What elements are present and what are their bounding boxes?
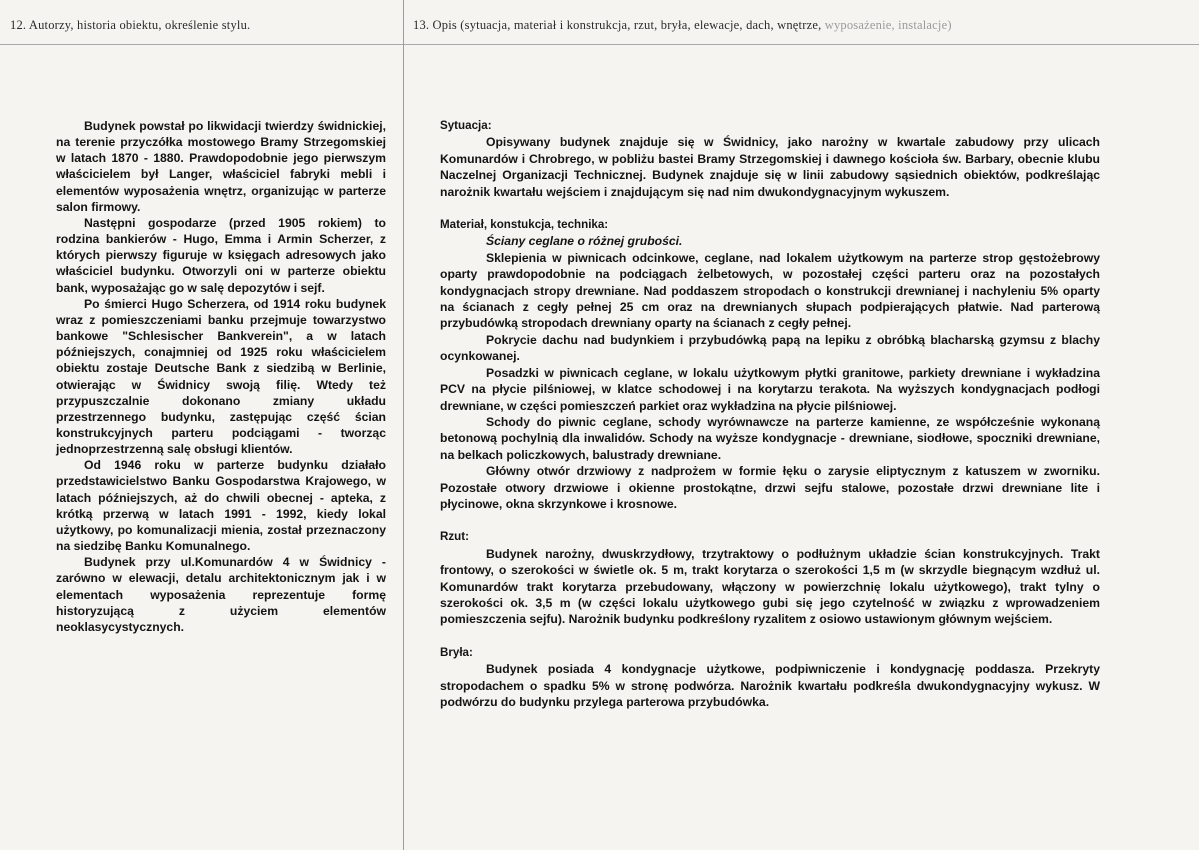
header-right-faded: wyposażenie, instalacje) [824, 18, 952, 32]
right-column-description [440, 118, 1100, 710]
section-title-bryla: Bryła: [440, 645, 473, 659]
header-right [413, 18, 952, 33]
section-title-rzut: Rzut: [440, 530, 469, 544]
section-title-sytuacja: Sytuacja: [440, 119, 492, 132]
header-right-main: 13. Opis (sytuacja, materiał i konstrukcja, rzut, bryła, elewacje, dach, wnętrze, [413, 18, 825, 32]
section-spacer [440, 200, 1100, 217]
header-left: 12. Autorzy, historia obiektu, określenie stylu. [10, 18, 251, 32]
material-paragraph-5: Główny otwór drzwiowy z nadprożem w formie łęku o zarysie eliptycznym z katuszem w zworniku. Pozostałe otwory drzwiowe i okienne prostokątne, drzwi sejfu stalowe, pozostałe drzwi drewniane lite i płycinowe, okna skrzynkowe i krosnowe. [440, 464, 1100, 511]
section-spacer [440, 512, 1100, 529]
history-paragraph-5: Budynek przy ul.Komunardów 4 w Świdnicy - zarówno w elewacji, detalu architektonicznym jak i w elementach wyposażenia reprezentuje formę historyzującą z użyciem elementów neoklasycystycznych. [56, 555, 386, 634]
history-paragraph-4: Od 1946 roku w parterze budynku działało przedstawicielstwo Banku Gospodarstwa Krajowego, w latach późniejszych, aż do chwili obecnej - apteka, z krótką przerwą w latach 1991 - 1992, kiedy lokal użytkowy, po komunalizacji mienia, został przeznaczony na siedzibę Banku Komunalnego. [56, 458, 386, 554]
material-subtitle-text: Ściany ceglane o różnej grubości. [486, 234, 683, 249]
material-paragraph-4: Schody do piwnic ceglane, schody wyrównawcze na parterze kamienne, ze współcześnie wykonaną betonową pochylnią dla inwalidów. Schody na wyższe kondygnacje - drewniane, siodłowe, spoczniki drewniane, na belkach policzkowych, balustrady drewniane. [440, 414, 1100, 462]
rzut-text: Budynek narożny, dwuskrzydłowy, trzytraktowy o podłużnym układzie ścian konstrukcyjnych. Trakt frontowy, o szerokości w świetle ok. 5 m, trakt korytarza o szerokości 1,5 m (w skrzydle biegnącym wzdłuż ul. Komunardów trakt korytarza przebudowany, włączony w powierzchnię lokalu użytkowego), trakt tylny o szerokości ok. 3,5 m (w części lokalu użytkowego gubi się jego czytelność w związku z wprowadzeniem pomieszczenia sejfu). Narożnik budynku podkreślony ryzalitem z osiowo ustawionym głównym wejściem. [440, 546, 1100, 627]
column-divider [403, 0, 404, 850]
left-column-history [56, 118, 386, 635]
material-paragraph-1: Sklepienia w piwnicach odcinkowe, ceglane, nad lokalem użytkowym na parterze strop gęstożebrowy oparty prawdopodobnie na podciągach żelbetowych, w pozostałej części parteru oraz na pozostałych kondygnacjach stropy drewniane. Nad poddaszem stropodach o konstrukcji drewnianej i nachyleniu 5% oparty na ścianach z cegły pełnej 25 cm oraz na drewnianych słupach podpierających płatwie. Nad parterową przybudówką stropodach drewniany oparty na ścianach z cegły pełnej. [440, 250, 1100, 331]
material-paragraph-2: Pokrycie dachu nad budynkiem i przybudówką papą na lepiku z obróbką blacharską gzymsu z blachy ocynkowanej. [440, 332, 1100, 364]
bryla-text: Budynek posiada 4 kondygnacje użytkowe, podpiwniczenie i kondygnację poddasza. Przekryty stropodachem o spadku 5% w stronę podwórza. Narożnik kwartału podkreśla dwukondygnacyjny wykusz. W podwórzu do budynku przylega parterowa przybudówka. [440, 662, 1100, 709]
header-divider [0, 44, 1199, 45]
section-title-material: Materiał, konstukcja, technika: [440, 218, 609, 232]
history-paragraph-1: Budynek powstał po likwidacji twierdzy świdnickiej, na terenie przyczółka mostowego Bramy Strzegomskiej w latach 1870 - 1880. Prawdopodobnie jego pierwszym właścicielem był Langer, właściciel fabryki mebli i elementów wyposażenia wnętrz, organizując w parterze salon firmowy. [56, 119, 386, 214]
history-paragraph-3: Po śmierci Hugo Scherzera, od 1914 roku budynek wraz z pomieszczeniami banku przejmuje towarzystwo bankowe "Schlesischer Bankverein", a w latach późniejszych, conajmniej od 1925 roku właścicielem obiektu zostaje Deutsche Bank z siedzibą w Berlinie, otwierając w Świdnicy swoją filię. Wtedy też przypuszczalnie dokonano zmiany układu przestrzennego budynku, zastępując część ścian konstrukcyjnych parteru podciągami - tworząc jednoprzestrzenną salę obsługi klientów. [56, 296, 386, 457]
history-paragraph-2: Następni gospodarze (przed 1905 rokiem) to rodzina bankierów - Hugo, Emma i Armin Scherzer, z których pierwszy figuruje w księgach adresowych jako właściciel budynku. Otworzyli oni w parterze obiektu bank, wyposażając go w salę depozytów i sejf. [56, 215, 386, 295]
material-subtitle [440, 233, 1100, 249]
material-paragraph-3: Posadzki w piwnicach ceglane, w lokalu użytkowym płytki granitowe, parkiety drewniane i wykładzina PCV na płycie pilśniowej, w klatce schodowej i na korytarzu terakota. Na wyższych kondygnacjach podłogi drewniane, w części pomieszczeń parkiet oraz wykładzina na płycie pilśniowej. [440, 365, 1100, 413]
section-spacer [440, 628, 1100, 645]
sytuacja-text: Opisywany budynek znajduje się w Świdnicy, jako narożny w kwartale zabudowy przy ulicach Komunardów i Chrobrego, w pobliżu bastei Bramy Strzegomskiej i dawnego kościoła św. Barbary, obecnie klubu Naczelnej Organizacji Technicznej. Budynek znajduje się w linii zabudowy sąsiednich obiektów, podkreślając narożnik kwartału wejściem i znajdującym się nad nim dwukondygnacyjnym wykuszem. [440, 135, 1100, 199]
